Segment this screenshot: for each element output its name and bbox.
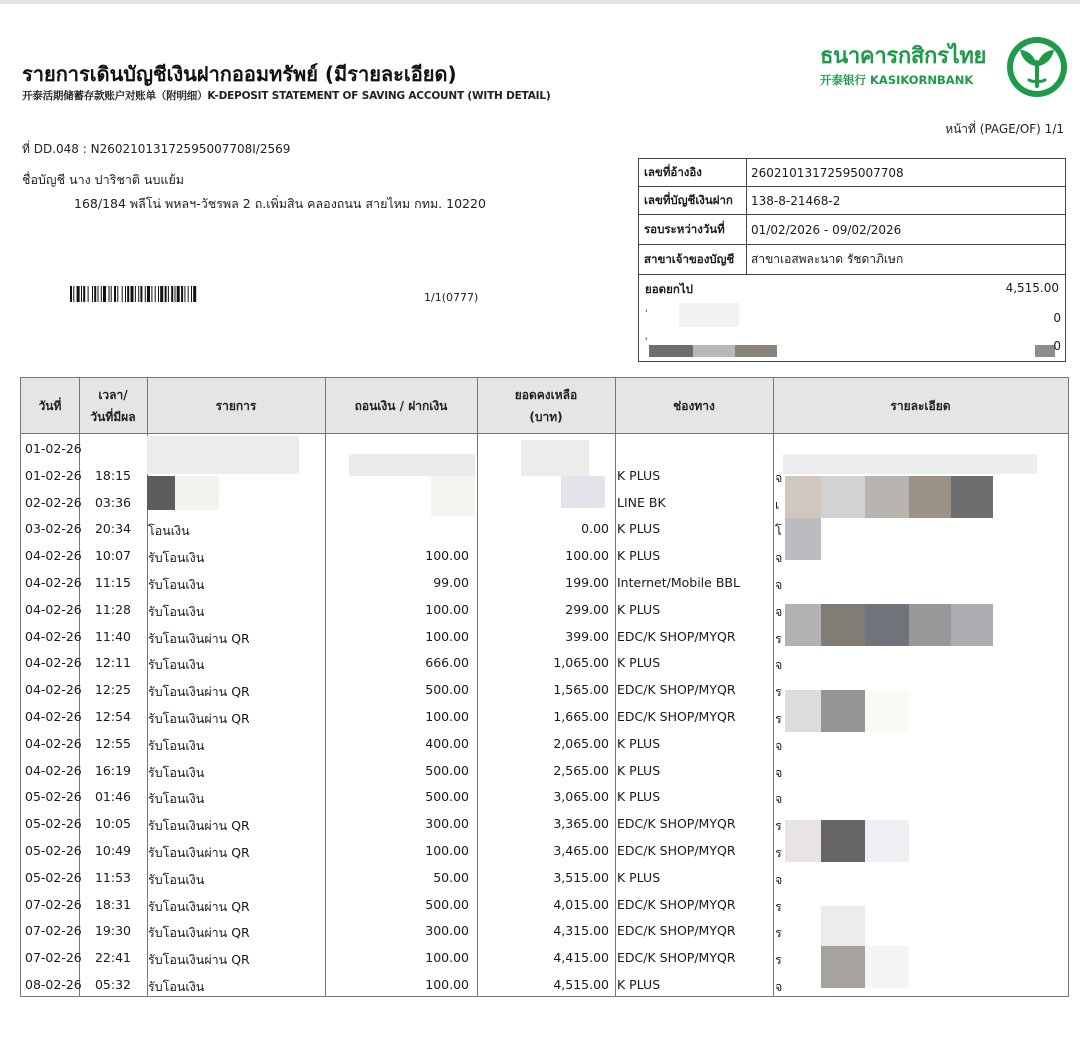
cell-balance: 0.00 [581,521,609,537]
barcode-image [70,286,288,302]
cell-desc: รับโอนเงิน [148,657,205,673]
cell-detail: จ [775,576,783,592]
info-row-branch [639,245,1065,275]
cell-amount: 500.00 [425,896,469,912]
cell-amount: 100.00 [425,628,469,644]
cell-date: 02-02-26 [25,494,82,510]
cell-detail: ร [775,630,782,646]
cell-balance: 2,065.00 [553,735,609,751]
barcode-bar [138,286,139,302]
cell-date: 07-02-26 [25,923,82,939]
barcode-bar [70,286,72,302]
header-balance [477,378,615,433]
cell-desc: รับโอนเงิน [148,737,205,753]
cell-detail: ร [775,818,782,834]
table-row [21,731,1068,758]
cell-detail: โ [775,523,782,539]
cell-balance: 3,465.00 [553,842,609,858]
barcode-bar [101,286,102,302]
cell-channel: LINE BK [617,494,666,510]
page-number: หน้าที่ (PAGE/OF) 1/1 [945,122,1064,136]
cell-amount: 300.00 [425,923,469,939]
redaction-block [349,454,475,476]
barcode-bar [122,286,123,302]
barcode-bar [181,286,183,302]
redaction-block [865,604,909,646]
cell-time: 11:15 [94,574,131,590]
redaction-block [735,345,777,357]
header-time-line1: เวลา/ [98,387,128,402]
cell-amount: 100.00 [425,601,469,617]
cell-desc: รับโอนเงินผ่าน QR [148,630,250,646]
cell-desc: รับโอนเงินผ่าน QR [148,684,250,700]
cell-desc: รับโอนเงินผ่าน QR [148,818,250,834]
cell-date: 07-02-26 [25,950,82,966]
cell-detail: จ [775,469,783,485]
redaction-block [147,476,175,510]
cell-channel: EDC/K SHOP/MYQR [617,682,736,698]
summary-value: 0 [1053,311,1061,325]
cell-date: 04-02-26 [25,574,82,590]
cell-amount: 100.00 [425,548,469,564]
redaction-block [175,476,219,510]
barcode-bar [83,286,85,302]
header-time-line2: วันที่มีผล [90,409,136,424]
cell-desc: รับโอนเงิน [148,791,205,807]
cell-date: 04-02-26 [25,708,82,724]
cell-detail: จ [775,791,783,807]
bank-name-english: 开泰银行 KASIKORNBANK [820,73,974,87]
cell-detail: ร [775,925,782,941]
redaction-block [785,690,821,732]
table-row [21,570,1068,597]
barcode-bar [127,286,129,302]
barcode-bar [81,286,82,302]
info-value: 26021013172595007708 [751,165,904,180]
cell-time: 10:07 [94,548,131,564]
redaction-block [909,604,951,646]
barcode-bar [165,286,167,302]
table-row [21,865,1068,892]
barcode-bar [103,286,106,302]
cell-detail: จ [775,737,783,753]
cell-channel: K PLUS [617,467,661,483]
cell-balance: 199.00 [565,574,609,590]
summary-value: 0 [1053,339,1061,353]
table-row [21,543,1068,570]
barcode-bar [184,286,185,302]
cell-balance: 4,515.00 [553,976,609,992]
cell-balance: 4,015.00 [553,896,609,912]
info-value: สาขาเอสพละนาด รัชดาภิเษก [751,252,904,266]
redaction-block [821,820,865,862]
redaction-block [865,690,909,732]
cell-desc: รับโอนเงิน [148,978,205,994]
barcode-bar [140,286,142,302]
cell-channel: K PLUS [617,655,661,671]
cell-detail: จ [775,550,783,566]
cell-detail: จ [775,764,783,780]
cell-time: 12:55 [94,735,131,751]
statement-table [20,377,1069,997]
cell-time: 11:40 [94,628,131,644]
cell-channel: K PLUS [617,521,661,537]
table-row [21,838,1068,865]
cell-channel: K PLUS [617,976,661,992]
cell-time: 11:28 [94,601,131,617]
cell-time: 12:11 [94,655,131,671]
cell-desc: รับโอนเงินผ่าน QR [148,844,250,860]
redaction-block [785,476,821,518]
redaction-block [821,690,865,732]
tick-mark: ' [645,337,648,347]
cell-balance: 299.00 [565,601,609,617]
barcode-bar [98,286,99,302]
cell-desc: รับโอนเงิน [148,550,205,566]
barcode-bar [168,286,169,302]
barcode-bar [135,286,136,302]
cell-time: 12:25 [94,682,131,698]
cell-desc: รับโอนเงิน [148,603,205,619]
table-row [21,811,1068,838]
barcode-bar [131,286,134,302]
redaction-block [821,476,865,518]
cell-date: 05-02-26 [25,789,82,805]
cell-amount: 100.00 [425,950,469,966]
redaction-block [431,476,475,516]
cell-balance: 100.00 [565,548,609,564]
page-title: รายการเดินบัญชีเงินฝากออมทรัพย์ (มีรายละเอียด) [22,62,457,86]
info-value: 01/02/2026 - 09/02/2026 [751,222,902,237]
header-description: รายการ [215,398,257,413]
redaction-block [561,476,605,508]
cell-channel: EDC/K SHOP/MYQR [617,950,736,966]
cell-date: 05-02-26 [25,842,82,858]
cell-channel: K PLUS [617,601,661,617]
cell-time: 10:49 [94,842,131,858]
barcode-bar [73,286,74,302]
redaction-block [909,476,951,518]
bank-name-thai: ธนาคารกสิกรไทย [820,44,987,69]
cell-channel: Internet/Mobile BBL [617,574,740,590]
cell-desc: รับโอนเงินผ่าน QR [148,925,250,941]
barcode-bar [151,286,152,302]
cell-channel: EDC/K SHOP/MYQR [617,896,736,912]
cell-date: 04-02-26 [25,655,82,671]
cell-desc: รับโอนเงิน [148,871,205,887]
header-time [79,378,147,433]
cell-date: 04-02-26 [25,682,82,698]
barcode-bar [193,286,196,302]
account-name: ชื่อบัญชี นาง ปาริชาติ นบแย้ม [22,172,185,187]
cell-balance: 2,565.00 [553,762,609,778]
cell-detail: จ [775,978,783,994]
cell-amount: 400.00 [425,735,469,751]
cell-date: 04-02-26 [25,601,82,617]
barcode-bar [177,286,180,302]
cell-time: 20:34 [94,521,131,537]
redaction-block [1035,345,1055,357]
cell-detail: เ [775,496,780,512]
cell-amount: 500.00 [425,682,469,698]
cell-balance: 1,565.00 [553,682,609,698]
redaction-block [951,476,993,518]
cell-detail: ร [775,952,782,968]
cell-date: 05-02-26 [25,816,82,832]
redaction-block [821,906,865,946]
cell-date: 08-02-26 [25,976,82,992]
info-value: 138-8-21468-2 [751,193,841,208]
redaction-block [865,946,909,988]
cell-balance: 399.00 [565,628,609,644]
cell-desc: รับโอนเงิน [148,764,205,780]
cell-desc: รับโอนเงินผ่าน QR [148,710,250,726]
header-balance-line1: ยอดคงเหลือ [514,387,578,402]
cell-balance: 1,665.00 [553,708,609,724]
cell-amount: 100.00 [425,708,469,724]
cell-detail: จ [775,657,783,673]
barcode-bar [171,286,173,302]
info-row-reference [639,159,1065,187]
redaction-block [783,454,1037,474]
info-row-period [639,215,1065,245]
barcode-bar [109,286,110,302]
cell-desc: รับโอนเงินผ่าน QR [148,898,250,914]
header-balance-line2: (บาท) [529,409,563,424]
header-channel: ช่องทาง [673,398,715,413]
cell-date: 01-02-26 [25,467,82,483]
cell-channel: K PLUS [617,789,661,805]
cell-detail: ร [775,710,782,726]
cell-channel: K PLUS [617,869,661,885]
tick-mark: ' [645,309,648,319]
cell-time: 11:53 [94,869,131,885]
cell-date: 05-02-26 [25,869,82,885]
redaction-block [785,518,821,560]
cell-desc: รับโอนเงินผ่าน QR [148,952,250,968]
cell-amount: 100.00 [425,976,469,992]
cell-amount: 500.00 [425,789,469,805]
table-header [21,378,1068,434]
table-row [21,758,1068,785]
top-border [0,0,1080,4]
barcode-bar [114,286,116,302]
cell-amount: 100.00 [425,842,469,858]
barcode-bar [155,286,156,302]
barcode-bar [160,286,163,302]
redaction-block [865,476,909,518]
redaction-block [785,820,821,862]
cell-time: 03:36 [94,494,131,510]
cell-amount: 500.00 [425,762,469,778]
table-row [21,516,1068,543]
cell-date: 04-02-26 [25,628,82,644]
cell-date: 04-02-26 [25,548,82,564]
brought-forward-value: 4,515.00 [1005,281,1059,295]
table-row [21,704,1068,731]
redaction-block [521,440,589,476]
table-row [21,650,1068,677]
redaction-block [821,946,865,988]
cell-channel: EDC/K SHOP/MYQR [617,708,736,724]
cell-date: 01-02-26 [25,441,82,456]
table-row [21,972,1068,999]
cell-time: 22:41 [94,950,131,966]
cell-channel: EDC/K SHOP/MYQR [617,842,736,858]
cell-time: 18:31 [94,896,131,912]
cell-balance: 3,065.00 [553,789,609,805]
info-label: เลขที่บัญชีเงินฝาก [639,187,747,214]
cell-date: 03-02-26 [25,521,82,537]
barcode-bar [94,286,96,302]
table-row [21,677,1068,704]
cell-amount: 99.00 [433,574,469,590]
account-address: 168/184 พลีโน่ พหลฯ-วัชรพล 2 ถ.เพิ่มสิน คลองถนน สายไหม กทม. 10220 [74,196,486,211]
info-label: เลขที่อ้างอิง [639,159,747,186]
header-detail: รายละเอียด [890,398,951,413]
barcode-bar [117,286,118,302]
barcode-number: 1/1(0777) [424,291,479,304]
cell-balance: 3,365.00 [553,816,609,832]
page-subtitle: 开泰活期储蓄存款账户对账单（附明细）K-DEPOSIT STATEMENT OF SAVING ACCOUNT (WITH DETAIL) [22,90,551,102]
redaction-block [679,303,739,327]
cell-detail: จ [775,603,783,619]
redaction-block [147,436,299,474]
cell-channel: EDC/K SHOP/MYQR [617,923,736,939]
cell-amount: 300.00 [425,816,469,832]
barcode-bar [88,286,89,302]
cell-time: 19:30 [94,923,131,939]
cell-time: 12:54 [94,708,131,724]
header-amount: ถอนเงิน / ฝากเงิน [354,398,448,413]
table-row [21,945,1068,972]
redaction-block [821,604,865,646]
cell-time: 16:19 [94,762,131,778]
barcode-bar [125,286,126,302]
cell-detail: ร [775,684,782,700]
cell-balance: 3,515.00 [553,869,609,885]
redaction-block [951,604,993,646]
cell-channel: EDC/K SHOP/MYQR [617,628,736,644]
cell-channel: K PLUS [617,548,661,564]
table-body [21,436,1068,999]
redaction-block [649,345,693,357]
barcode-bar [77,286,80,302]
cell-time: 10:05 [94,816,131,832]
cell-date: 04-02-26 [25,735,82,751]
document-reference: ที่ DD.048 : N26021013172595007708I/2569 [22,142,291,156]
barcode-bar [191,286,192,302]
table-row [21,784,1068,811]
cell-desc: รับโอนเงิน [148,576,205,592]
cell-amount: 50.00 [433,869,469,885]
cell-detail: จ [775,871,783,887]
cell-balance: 4,315.00 [553,923,609,939]
redaction-block [693,345,735,357]
barcode-bar [147,286,150,302]
cell-detail: ร [775,898,782,914]
info-label: สาขาเจ้าของบัญชี [639,245,747,274]
brought-forward-label: ยอดยกไป [645,282,693,296]
table-row [21,892,1068,919]
cell-date: 04-02-26 [25,762,82,778]
cell-channel: K PLUS [617,735,661,751]
barcode-bar [188,286,189,302]
header-date: วันที่ [38,398,62,413]
barcode-bar [158,286,159,302]
barcode-bar [92,286,93,302]
cell-detail: ร [775,844,782,860]
cell-channel: EDC/K SHOP/MYQR [617,816,736,832]
redaction-block [865,820,909,862]
account-info-box [638,158,1066,362]
redaction-block [785,604,821,646]
cell-amount: 666.00 [425,655,469,671]
info-label: รอบระหว่างวันที่ [639,215,747,244]
barcode-bar [111,286,112,302]
barcode-bar [175,286,176,302]
cell-balance: 4,415.00 [553,950,609,966]
barcode-bar [145,286,146,302]
cell-time: 18:15 [94,467,131,483]
table-row [21,918,1068,945]
info-row-account-number [639,187,1065,215]
cell-balance: 1,065.00 [553,655,609,671]
cell-desc: โอนเงิน [148,523,190,539]
kasikornbank-logo-icon [1006,36,1068,98]
cell-channel: K PLUS [617,762,661,778]
cell-time: 01:46 [94,789,131,805]
cell-date: 07-02-26 [25,896,82,912]
cell-time: 05:32 [94,976,131,992]
